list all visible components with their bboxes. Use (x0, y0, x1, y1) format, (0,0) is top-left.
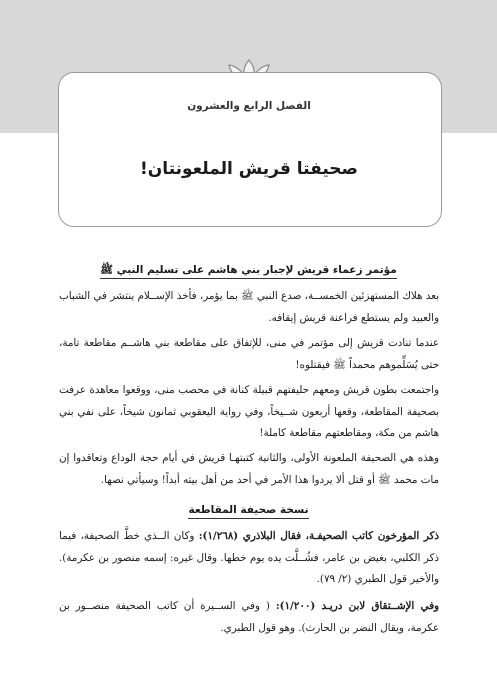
paragraph: واجتمعت بطون قريش ومعهم حليفتهم قبيلة كنانة في محصب منى، ووقعوا معاهدة عرفت بصحيفة المقاطعة، وقعها أربعون شــيخاً، وفي رواية اليعقوبي ثمانون شيخاً، على نفي بني هاشم من مكة، ومقاطعتهم مقاطعة كاملة! (59, 384, 439, 439)
paragraph-lead: ذكر المؤرخون كاتب الصحيفـة، فقال البلاذري (١/٢٦٨): (198, 530, 439, 542)
paragraph-lead: وفي الإشــتقاق لابن دريـد (١/٢٠٠): (275, 600, 439, 612)
paragraph (59, 526, 439, 591)
paragraph-body: ( وفي الســيرة أن كاتب الصحيفة منصــور بن عكرمة، ويقال النضر بن الحارث). وهو قول الطبري. (59, 600, 439, 634)
paragraph: بعد هلاك المستهزئين الخمســة، صدع النبي ﷺ بما يؤمر، فأخذ الإســلام ينتشر في الشباب والعبيد ولم يستطع فراعنة قريش إيقافه. (59, 290, 439, 324)
chapter-title: صحيفتا قريش الملعونتان! (140, 159, 358, 179)
paragraph (59, 596, 439, 639)
paragraph: وهذه هي الصحيفة الملعونة الأولى، والثانية كتبتهـا قريش في أيام حجة الوداع وتعاقدوا إن مات محمد ﷺ أو قتل ألا يردوا هذا الأمر في أحد من أهل بيته أبداً! وسيأتي نصها. (59, 452, 439, 486)
section-heading (40, 264, 457, 279)
section-heading (40, 504, 457, 516)
paragraph: عندما تنادت قريش إلى مؤتمر في منى، للإتفاق على مقاطعة بني هاشــم مقاطعة تامة، حتى يُسَلِّموهم محمداً ﷺ فيقتلوه! (59, 337, 439, 371)
chapter-label: الفصل الرابع والعشرون (187, 100, 311, 112)
paragraph-body: وكان الــذي خطَّ الصحيفة، فيما ذكر الكلبي، بغيض بن عامر، فشُــلَّت يده يوم خطها. وقال غيره: إسمه منصور بن عكرمة). والأخير قول الطبري (٢/ ٧٩). (59, 530, 439, 585)
section-heading-text: نسخة صحيفة المقاطعة (188, 504, 308, 519)
chapter-frame (58, 72, 442, 227)
section-heading-text: مؤتمر زعماء قريش لإجبار بني هاشم على تسليم النبي ﷺ (100, 264, 397, 279)
